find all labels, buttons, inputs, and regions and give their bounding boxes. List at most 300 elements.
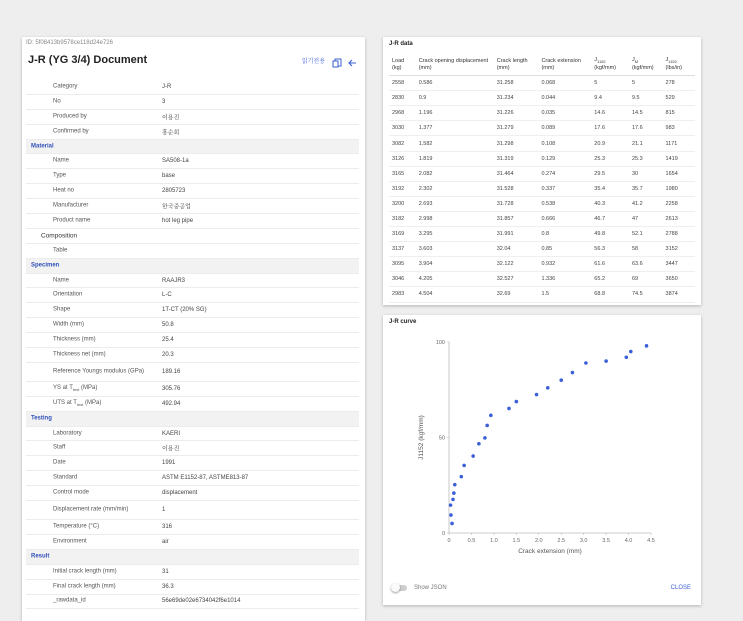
property-value: 56e69de02e6734042f6e1014 <box>162 598 241 605</box>
table-cell: 3874 <box>663 287 695 302</box>
x-tick-label: 3.0 <box>579 538 588 544</box>
data-point <box>571 371 575 375</box>
table-cell: 61.6 <box>591 257 629 272</box>
table-cell: 3095 <box>389 257 416 272</box>
property-key <box>53 475 153 482</box>
jr-curve-chart <box>383 315 701 580</box>
table-cell: 68.8 <box>591 287 629 302</box>
property-key <box>53 337 153 344</box>
column-header-text: J <box>594 57 598 63</box>
table-cell: 3137 <box>389 242 416 257</box>
property-key-text: Thickness (mm) <box>53 336 96 343</box>
property-value: RAAJR3 <box>162 277 186 284</box>
property-row <box>26 501 359 520</box>
x-tick-label: 4.5 <box>647 538 655 544</box>
property-row <box>26 595 359 610</box>
data-point <box>459 475 463 479</box>
property-key <box>53 523 153 530</box>
property-key-text: Date <box>53 459 66 466</box>
property-key <box>53 460 153 467</box>
table-cell: 9.4 <box>591 91 629 106</box>
data-point <box>604 359 608 363</box>
property-row <box>26 110 359 125</box>
column-header <box>538 57 591 76</box>
column-header-text: Crack extension (mm) <box>541 58 581 72</box>
x-axis-label: Crack extension (mm) <box>518 548 582 555</box>
property-key-text: Final crack length (mm) <box>53 583 116 590</box>
table-cell: 1.336 <box>538 272 591 287</box>
property-key <box>53 203 153 210</box>
property-value: 492.94 <box>162 400 181 407</box>
table-cell: 2983 <box>389 287 416 302</box>
table-cell: 3165 <box>389 166 416 181</box>
table-row <box>389 76 695 91</box>
table-row <box>389 106 695 121</box>
table-cell: 0.9 <box>416 91 494 106</box>
property-value: KAERI <box>162 430 181 437</box>
table-header-row <box>389 57 695 76</box>
data-point <box>462 464 466 468</box>
table-cell: 3200 <box>389 196 416 211</box>
property-key <box>53 83 153 90</box>
property-key <box>31 143 131 150</box>
column-header-text: J <box>665 57 669 63</box>
property-row <box>26 565 359 580</box>
table-cell: 35.4 <box>591 181 629 196</box>
table-cell: 0.044 <box>538 91 591 106</box>
table-cell: 3030 <box>389 121 416 136</box>
property-key-text: Produced by <box>53 113 87 120</box>
table-cell: 9.5 <box>629 91 663 106</box>
table-cell: 1654 <box>663 166 695 181</box>
property-value: L-C <box>162 292 172 299</box>
property-value: J-R <box>162 83 172 90</box>
table-cell: 14.6 <box>591 106 629 121</box>
property-row <box>26 520 359 535</box>
table-cell: 35.7 <box>629 181 663 196</box>
table-cell: 25.3 <box>629 151 663 166</box>
property-key-text: Initial crack length (mm) <box>53 568 117 575</box>
property-key <box>53 430 153 437</box>
property-value: displacement <box>162 490 198 497</box>
x-tick-label: 0 <box>447 538 451 544</box>
table-row <box>389 227 695 242</box>
y-tick-label: 50 <box>438 435 445 442</box>
column-header-subscript: 1152 <box>597 59 606 65</box>
table-cell: 46.7 <box>591 211 629 226</box>
table-cell: 2830 <box>389 91 416 106</box>
table-row <box>389 91 695 106</box>
property-key-text: Standard <box>53 474 78 481</box>
table-row <box>389 257 695 272</box>
table-cell: 1.819 <box>416 151 494 166</box>
table-cell: 2788 <box>663 227 695 242</box>
table-cell: 31.226 <box>494 106 539 121</box>
table-row <box>389 181 695 196</box>
table-cell: 2.693 <box>416 196 494 211</box>
jr-data-panel <box>383 37 701 305</box>
property-key-text: Heat no <box>53 187 75 194</box>
data-point <box>449 513 453 517</box>
copy-icon[interactable] <box>332 55 342 65</box>
column-header-text: Crack length (mm) <box>496 58 528 72</box>
property-key-text: Result <box>31 553 50 560</box>
property-value: 20.3 <box>162 351 174 358</box>
table-row <box>389 136 695 151</box>
property-key-text: Confirmed by <box>53 128 89 135</box>
property-key <box>53 277 153 284</box>
property-value: 189.16 <box>162 368 181 375</box>
table-cell: 0.089 <box>538 121 591 136</box>
toggle-knob[interactable] <box>391 583 400 592</box>
property-row <box>26 441 359 456</box>
property-value: SA508-1a <box>162 158 189 165</box>
table-cell: 0.337 <box>538 181 591 196</box>
property-row <box>26 80 359 95</box>
table-cell: 1.582 <box>416 136 494 151</box>
table-cell: 1.196 <box>416 106 494 121</box>
data-point <box>471 454 475 458</box>
show-json-label: Show JSON <box>414 585 447 591</box>
property-row <box>26 348 359 363</box>
property-key-text: Orientation <box>53 291 83 298</box>
property-key-text: Table <box>53 247 68 254</box>
property-row <box>26 427 359 442</box>
table-cell: 278 <box>663 76 695 91</box>
property-value: 3 <box>162 98 166 105</box>
table-cell: 3082 <box>389 136 416 151</box>
property-key-text: UTS at T <box>53 399 77 406</box>
table-cell: 3182 <box>389 211 416 226</box>
property-key-text: Category <box>53 83 78 90</box>
table-cell: 2.998 <box>416 211 494 226</box>
property-key <box>53 217 153 224</box>
table-cell: 3447 <box>663 257 695 272</box>
table-cell: 17.6 <box>591 121 629 136</box>
property-row <box>26 303 359 318</box>
table-cell: 3650 <box>663 272 695 287</box>
column-header <box>389 57 416 76</box>
property-key <box>41 232 141 239</box>
table-row <box>389 196 695 211</box>
property-row <box>26 229 359 244</box>
property-row <box>26 288 359 303</box>
property-key <box>53 98 153 105</box>
jr-curve-panel <box>383 315 701 605</box>
property-row <box>26 580 359 595</box>
property-key-text: Control mode <box>53 489 90 496</box>
property-row <box>26 125 359 140</box>
table-cell: 31.528 <box>494 181 539 196</box>
property-key <box>53 598 153 605</box>
table-cell: 65.2 <box>591 272 629 287</box>
column-header-unit: (kgf/mm) <box>594 65 616 72</box>
property-key-text: Displacement rate (mm/min) <box>53 506 129 513</box>
table-cell: 31.279 <box>494 121 539 136</box>
data-point <box>453 483 457 487</box>
property-value: 36.3 <box>162 583 174 590</box>
table-cell: 2.082 <box>416 166 494 181</box>
x-tick-label: 1.0 <box>490 538 498 544</box>
property-value: 이용진 <box>162 446 180 453</box>
property-key <box>53 538 153 545</box>
data-point <box>477 442 481 446</box>
table-cell: 0.538 <box>538 196 591 211</box>
section-header <box>26 550 359 565</box>
document-panel <box>22 37 365 621</box>
x-tick-label: 1.5 <box>512 538 521 544</box>
data-point <box>584 361 588 365</box>
table-cell: 4.504 <box>416 287 494 302</box>
table-row <box>389 151 695 166</box>
property-row <box>26 456 359 471</box>
property-row <box>26 333 359 348</box>
table-cell: 1171 <box>663 136 695 151</box>
column-header-subscript: M <box>634 59 639 65</box>
column-header <box>416 57 494 76</box>
table-cell: 31.857 <box>494 211 539 226</box>
property-row <box>26 397 359 412</box>
property-value: 316 <box>162 523 173 530</box>
y-tick-label: 100 <box>435 340 445 346</box>
table-cell: 31.991 <box>494 227 539 242</box>
property-key-text: Name <box>53 277 70 284</box>
x-tick-label: 3.5 <box>602 538 610 544</box>
table-cell: 0.068 <box>538 76 591 91</box>
property-key <box>53 385 153 393</box>
property-key-text: Product name <box>53 217 91 224</box>
table-cell: 5 <box>591 76 629 91</box>
table-cell: 815 <box>663 106 695 121</box>
property-key-text: Testing <box>31 415 52 422</box>
table-cell: 2.302 <box>416 181 494 196</box>
property-key-unit: (MPa) <box>83 399 102 406</box>
table-cell: 4.205 <box>416 272 494 287</box>
property-key-text: Shape <box>53 306 71 313</box>
table-cell: 1.377 <box>416 121 494 136</box>
property-key <box>53 445 153 452</box>
table-cell: 32.122 <box>494 257 539 272</box>
close-button[interactable]: CLOSE <box>670 585 691 591</box>
column-header-text: Crack opening displacement (mm) <box>418 58 489 72</box>
data-point <box>485 424 489 428</box>
property-key-subscript: test <box>76 401 84 407</box>
page-title: J-R (YG 3/4) Document <box>28 54 148 66</box>
data-point <box>559 378 563 382</box>
table-cell: 21.1 <box>629 136 663 151</box>
data-point <box>645 344 649 348</box>
table-cell: 29.5 <box>591 166 629 181</box>
column-header-text: J <box>631 57 635 63</box>
data-point <box>625 355 629 359</box>
header-actions <box>302 55 357 65</box>
property-key <box>53 158 153 165</box>
table-cell: 32.527 <box>494 272 539 287</box>
property-key-text: Material <box>31 143 54 149</box>
property-key <box>53 583 153 590</box>
data-point <box>515 400 519 404</box>
property-key <box>53 368 153 375</box>
data-point <box>535 393 539 397</box>
table-row <box>389 211 695 226</box>
table-cell: 63.6 <box>629 257 663 272</box>
property-row <box>26 244 359 259</box>
table-cell: 5 <box>629 76 663 91</box>
table-cell: 32.69 <box>494 287 539 302</box>
property-key-text: Manufacturer <box>53 202 89 209</box>
table-cell: 31.728 <box>494 196 539 211</box>
table-cell: 52.1 <box>629 227 663 242</box>
data-point <box>546 386 550 390</box>
property-key <box>31 415 131 422</box>
data-point <box>507 407 511 411</box>
table-row <box>389 287 695 302</box>
back-arrow-icon[interactable] <box>347 55 357 65</box>
property-row <box>26 535 359 550</box>
property-value: 한국중공업 <box>162 204 191 211</box>
column-header <box>629 57 663 76</box>
property-key <box>53 113 153 120</box>
property-key <box>53 322 153 329</box>
property-row <box>26 471 359 486</box>
table-cell: 14.5 <box>629 106 663 121</box>
table-cell: 3.295 <box>416 227 494 242</box>
property-key-text: Environment <box>53 538 87 545</box>
property-value: air <box>162 538 169 545</box>
property-row <box>26 318 359 333</box>
table-cell: 40.3 <box>591 196 629 211</box>
table-cell: 0.932 <box>538 257 591 272</box>
property-value: 25.4 <box>162 337 174 344</box>
table-cell: 31.464 <box>494 166 539 181</box>
column-header <box>591 57 629 76</box>
column-header-text: Load (kg) <box>392 58 405 72</box>
section-header <box>26 412 359 427</box>
property-row <box>26 184 359 199</box>
property-key-text: Thickness net (mm) <box>53 351 106 358</box>
data-point <box>629 350 633 354</box>
table-cell: 3169 <box>389 227 416 242</box>
table-cell: 1419 <box>663 151 695 166</box>
property-key-text: Temperature (°C) <box>53 523 100 530</box>
table-cell: 0.85 <box>538 242 591 257</box>
column-header <box>663 57 695 76</box>
table-cell: 0.586 <box>416 76 494 91</box>
property-list <box>26 80 359 609</box>
table-cell: 3046 <box>389 272 416 287</box>
table-title: J-R data <box>389 41 413 47</box>
table-cell: 58 <box>629 242 663 257</box>
property-value: 2805723 <box>162 188 186 195</box>
table-cell: 20.9 <box>591 136 629 151</box>
table-row <box>389 242 695 257</box>
column-header-unit: (kgf/mm) <box>631 65 654 72</box>
table-cell: 0.666 <box>538 211 591 226</box>
column-header-subscript: 1152 <box>668 59 677 65</box>
property-value: 홍순회 <box>162 130 180 137</box>
table-cell: 69 <box>629 272 663 287</box>
property-key-text: Specimen <box>31 262 60 269</box>
readonly-label: 읽기전용 <box>301 58 325 65</box>
property-key <box>53 307 153 314</box>
table-cell: 2968 <box>389 106 416 121</box>
column-header <box>494 57 539 76</box>
property-row <box>26 363 359 382</box>
table-cell: 0.108 <box>538 136 591 151</box>
property-value: 이용진 <box>162 115 180 122</box>
property-key <box>53 490 153 497</box>
table-cell: 17.6 <box>629 121 663 136</box>
section-header <box>26 140 359 155</box>
property-key-text: Reference Youngs modulus (GPa) <box>53 368 145 375</box>
table-cell: 32.04 <box>494 242 539 257</box>
x-tick-label: 2.0 <box>534 538 543 544</box>
x-tick-label: 2.5 <box>557 538 566 544</box>
jr-data-table <box>389 57 695 303</box>
y-tick-label: 0 <box>441 531 445 537</box>
column-header-unit: (lbs/in) <box>665 65 683 72</box>
property-key <box>53 247 153 254</box>
table-cell: 41.2 <box>629 196 663 211</box>
property-key-subscript: test <box>72 386 80 392</box>
property-key <box>53 188 153 195</box>
property-key <box>31 262 131 269</box>
property-value: 50.8 <box>162 322 174 329</box>
table-cell: 74.5 <box>629 287 663 302</box>
table-cell: 2258 <box>663 196 695 211</box>
property-key <box>53 400 153 408</box>
data-point <box>489 414 493 418</box>
property-key-text: Composition <box>41 232 78 240</box>
property-key <box>53 351 153 358</box>
table-cell: 3192 <box>389 181 416 196</box>
property-key-text: Type <box>53 172 67 179</box>
property-row <box>26 154 359 169</box>
property-value: 31 <box>162 568 169 575</box>
property-key <box>53 507 153 514</box>
table-cell: 0.129 <box>538 151 591 166</box>
property-row <box>26 214 359 229</box>
table-cell: 3.904 <box>416 257 494 272</box>
table-cell: 31.319 <box>494 151 539 166</box>
table-cell: 25.3 <box>591 151 629 166</box>
property-row <box>26 169 359 184</box>
table-cell: 0.274 <box>538 166 591 181</box>
document-id: ID: 5f08413b9578ce118d24e726 <box>26 40 113 46</box>
table-cell: 31.258 <box>494 76 539 91</box>
property-value: 1T-CT (20% SG) <box>162 307 207 314</box>
data-point <box>450 522 454 526</box>
property-key-text: No <box>53 98 61 105</box>
table-cell: 3.603 <box>416 242 494 257</box>
show-json-toggle[interactable] <box>393 585 407 591</box>
table-cell: 3152 <box>663 242 695 257</box>
table-cell: 31.234 <box>494 91 539 106</box>
property-key-text: Laboratory <box>53 430 82 437</box>
table-cell: 1980 <box>663 181 695 196</box>
x-tick-label: 4.0 <box>624 538 633 544</box>
chart-title: J-R curve <box>389 319 417 325</box>
section-header <box>26 259 359 274</box>
table-row <box>389 121 695 136</box>
property-value: ASTM E1152-87, ASTME813-87 <box>162 475 249 482</box>
table-cell: 1.5 <box>538 287 591 302</box>
table-cell: 529 <box>663 91 695 106</box>
property-value: base <box>162 173 176 180</box>
property-key <box>53 128 153 135</box>
property-key-text: Staff <box>53 444 66 451</box>
property-key-text: _rawdata_id <box>53 597 86 604</box>
